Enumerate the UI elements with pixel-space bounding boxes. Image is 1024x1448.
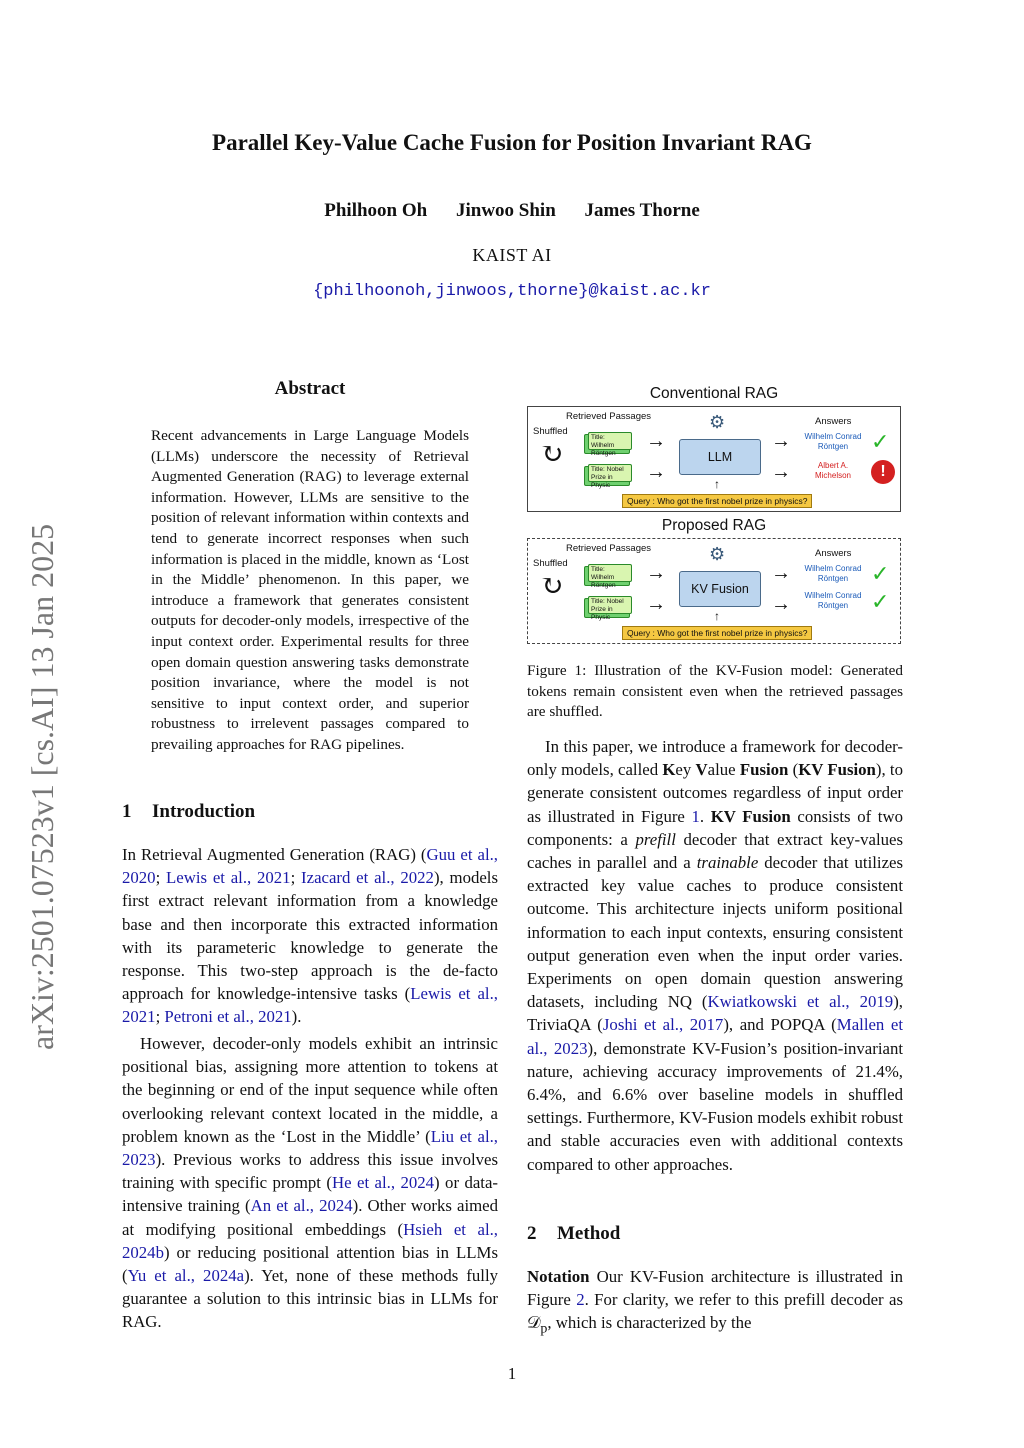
checkmark-icon: ✓ <box>871 561 890 586</box>
section-number: 2 <box>527 1223 537 1244</box>
arrow-right-icon: → <box>646 593 666 615</box>
arrow-right-icon: → <box>646 430 666 452</box>
arrow-right-icon: → <box>646 562 666 584</box>
citation-link[interactable]: Lewis et al., 2021 <box>166 868 291 888</box>
arxiv-identifier: arXiv:2501.07523v1 [cs.AI] 13 Jan 2025 <box>24 523 60 1050</box>
arrow-right-icon: → <box>771 562 791 584</box>
shuffled-label: Shuffled <box>533 426 568 437</box>
body-paragraph: In this paper, we introduce a framework for decoder-only models, called Key Value Fusion (KV Fusion), to generate consistent outcomes regardless of input order as illustrated in Figure 1. KV Fusion consists of two components: a prefill decoder that extract key-values caches in parallel and a trainable decoder that utilizes extracted key value caches to produce consistent outcome. This architecture injects uniform positional information to each input contexts, ensuring consistent output generation even when the input order varies. Experiments on open domain question answering datasets, including NQ (Kwiatkowski et al., 2019), TriviaQA (Joshi et al., 2017), and POPQA (Mallen et al., 2023), demonstrate KV-Fusion’s position-invariant nature, achieving accuracy improvements of 21.4%, 6.4%, and 6.6% over baseline models in shuffled settings. Furthermore, KV-Fusion models exhibit robust and stable accuracies even with additional contexts compared to other approaches. <box>527 737 904 1174</box>
abstract-heading: Abstract <box>274 378 346 399</box>
kv-fusion-block: KV Fusion <box>679 571 761 607</box>
retrieved-label: Retrieved Passages <box>566 543 652 554</box>
passage-card: Title: Wilhelm Röntgen <box>588 432 632 450</box>
citation-link[interactable]: Kwiatkowski et al., 2019 <box>707 992 894 1012</box>
shuffled-label: Shuffled <box>533 558 568 569</box>
abstract-text: Recent advancements in Large Language Models (LLMs) underscore the necessity of Retrieval Augmented Generation (RAG) to leverage external information. However, LLMs are sensitive to the position of relevant information within contexts and tend to generate incorrect responses when such information is placed in the middle, known as ‘Lost in the Middle’ phenomenon. In this paper, we introduce a framework that generates consistent outputs for decoder-only models, irrespective of the input context order. Experimental results for three open domain question answering tasks demonstrate position invariance, where the model is not sensitive to input context order, and superior robustness to irrelevent passages compared to prevailing approaches for RAG pipelines. <box>151 427 469 753</box>
robot-icon: ⚙ <box>709 544 726 564</box>
notation-paragraph: Notation Our KV-Fusion architecture is illustrated in Figure 2. For clarity, we refer to this prefill decoder as 𝒟$_p$, which is characterized by the <box>527 1267 903 1337</box>
author-list <box>0 200 1024 222</box>
passage-card: Title: Nobel Prize in Physic <box>588 464 632 482</box>
conventional-rag-panel <box>527 406 901 512</box>
figure-caption: Figure 1: Illustration of the KV-Fusion model: Generated tokens remain consistent even when the retrieved passages are shuffled. <box>527 662 903 721</box>
error-icon: ! <box>871 460 895 484</box>
citation-link[interactable]: Hsieh et al., 2024b <box>122 1219 498 1262</box>
page-number: 1 <box>507 1364 517 1383</box>
intro-heading <box>122 801 498 823</box>
shuffle-arrow-icon: ↻ <box>540 439 564 470</box>
section-number: 1 <box>122 801 132 822</box>
citation-link[interactable]: Yu et al., 2024a <box>127 1266 245 1286</box>
citation-link[interactable]: Lewis et al., 2021 <box>122 984 498 1027</box>
proposed-rag-panel <box>527 538 901 644</box>
answer-correct: Wilhelm Conrad Röntgen <box>804 564 862 583</box>
arrow-right-icon: → <box>771 461 791 483</box>
answer-correct: Wilhelm Conrad Röntgen <box>804 591 862 610</box>
citation-link[interactable]: Liu et al., 2023 <box>122 1126 499 1170</box>
figure-subtitle: Proposed RAG <box>661 517 767 534</box>
arrow-up-icon: ↑ <box>714 609 720 623</box>
answer-wrong: Albert A. Michelson <box>814 461 851 480</box>
answers-label: Answers <box>815 416 852 427</box>
intro-paragraph: In Retrieval Augmented Generation (RAG) (Guu et al., 2020; Lewis et al., 2021; Izacard et al., 2022), models first extract relevant information from a knowledge base and then incorporate this extracted information with its parameteric knowledge to generate the response. This two-step approach is the de-facto approach for knowledge-intensive tasks (Lewis et al., 2021; Petroni et al., 2021). <box>122 845 498 1027</box>
figure-ref-link[interactable]: 1 <box>691 806 700 826</box>
figure-subtitle: Conventional RAG <box>649 385 779 402</box>
citation-link[interactable]: An et al., 2024 <box>250 1196 353 1216</box>
citation-link[interactable]: He et al., 2024 <box>332 1173 435 1193</box>
author-name: Jinwoo Shin <box>455 200 556 221</box>
section-title: Introduction <box>152 801 256 822</box>
email-link[interactable]: {philhoonoh,jinwoos,thorne}@kaist.ac.kr <box>313 282 711 301</box>
answer-correct: Wilhelm Conrad Röntgen <box>804 432 862 451</box>
checkmark-icon: ✓ <box>871 429 890 454</box>
arrow-right-icon: → <box>646 461 666 483</box>
robot-icon: ⚙ <box>709 412 726 432</box>
arrow-right-icon: → <box>771 430 791 452</box>
paper-title: Parallel Key-Value Cache Fusion for Position Invariant RAG <box>212 130 812 155</box>
author-name: James Thorne <box>584 200 700 221</box>
citation-link[interactable]: Petroni et al., 2021 <box>164 1007 292 1027</box>
intro-paragraph: However, decoder-only models exhibit an intrinsic positional bias, assigning more attention to tokens at the beginning or end of the input sequence while often overlooking relevant context located in the middle, a problem known as the ‘Lost in the Middle’ (Liu et al., 2023). Previous works to address this issue involves training with specific prompt (He et al., 2024) or data-intensive training (An et al., 2024). Other works aimed at modifying positional embeddings (Hsieh et al., 2024b) or reducing positional attention bias in LLMs (Yu et al., 2024a). Yet, none of these methods fully guarantee a solution to this intrinsic bias in LLMs for RAG. <box>122 1034 499 1332</box>
figure-1 <box>527 385 901 647</box>
citation-link[interactable]: Izacard et al., 2022 <box>301 868 434 888</box>
query-box: Query : Who got the first nobel prize in physics? <box>622 626 812 640</box>
checkmark-icon: ✓ <box>871 589 890 614</box>
arrow-up-icon: ↑ <box>714 477 720 491</box>
query-box: Query : Who got the first nobel prize in physics? <box>622 494 812 508</box>
citation-link[interactable]: Guu et al., 2020 <box>122 845 498 888</box>
section-title: Method <box>557 1223 621 1244</box>
method-heading <box>527 1223 903 1245</box>
llm-block: LLM <box>679 439 761 475</box>
arrow-right-icon: → <box>771 593 791 615</box>
passage-card: Title: Nobel Prize in Physic <box>588 596 632 614</box>
shuffle-arrow-icon: ↻ <box>540 571 564 602</box>
author-name: Philhoon Oh <box>324 200 428 221</box>
affiliation: KAIST AI <box>472 245 552 265</box>
passage-card: Title: Wilhelm Röntgen <box>588 564 632 582</box>
retrieved-label: Retrieved Passages <box>566 411 652 422</box>
figure-ref-link[interactable]: 2 <box>576 1290 585 1310</box>
citation-link[interactable]: Mallen et al., 2023 <box>527 1015 904 1058</box>
citation-link[interactable]: Joshi et al., 2017 <box>602 1015 724 1035</box>
answers-label: Answers <box>815 548 852 559</box>
